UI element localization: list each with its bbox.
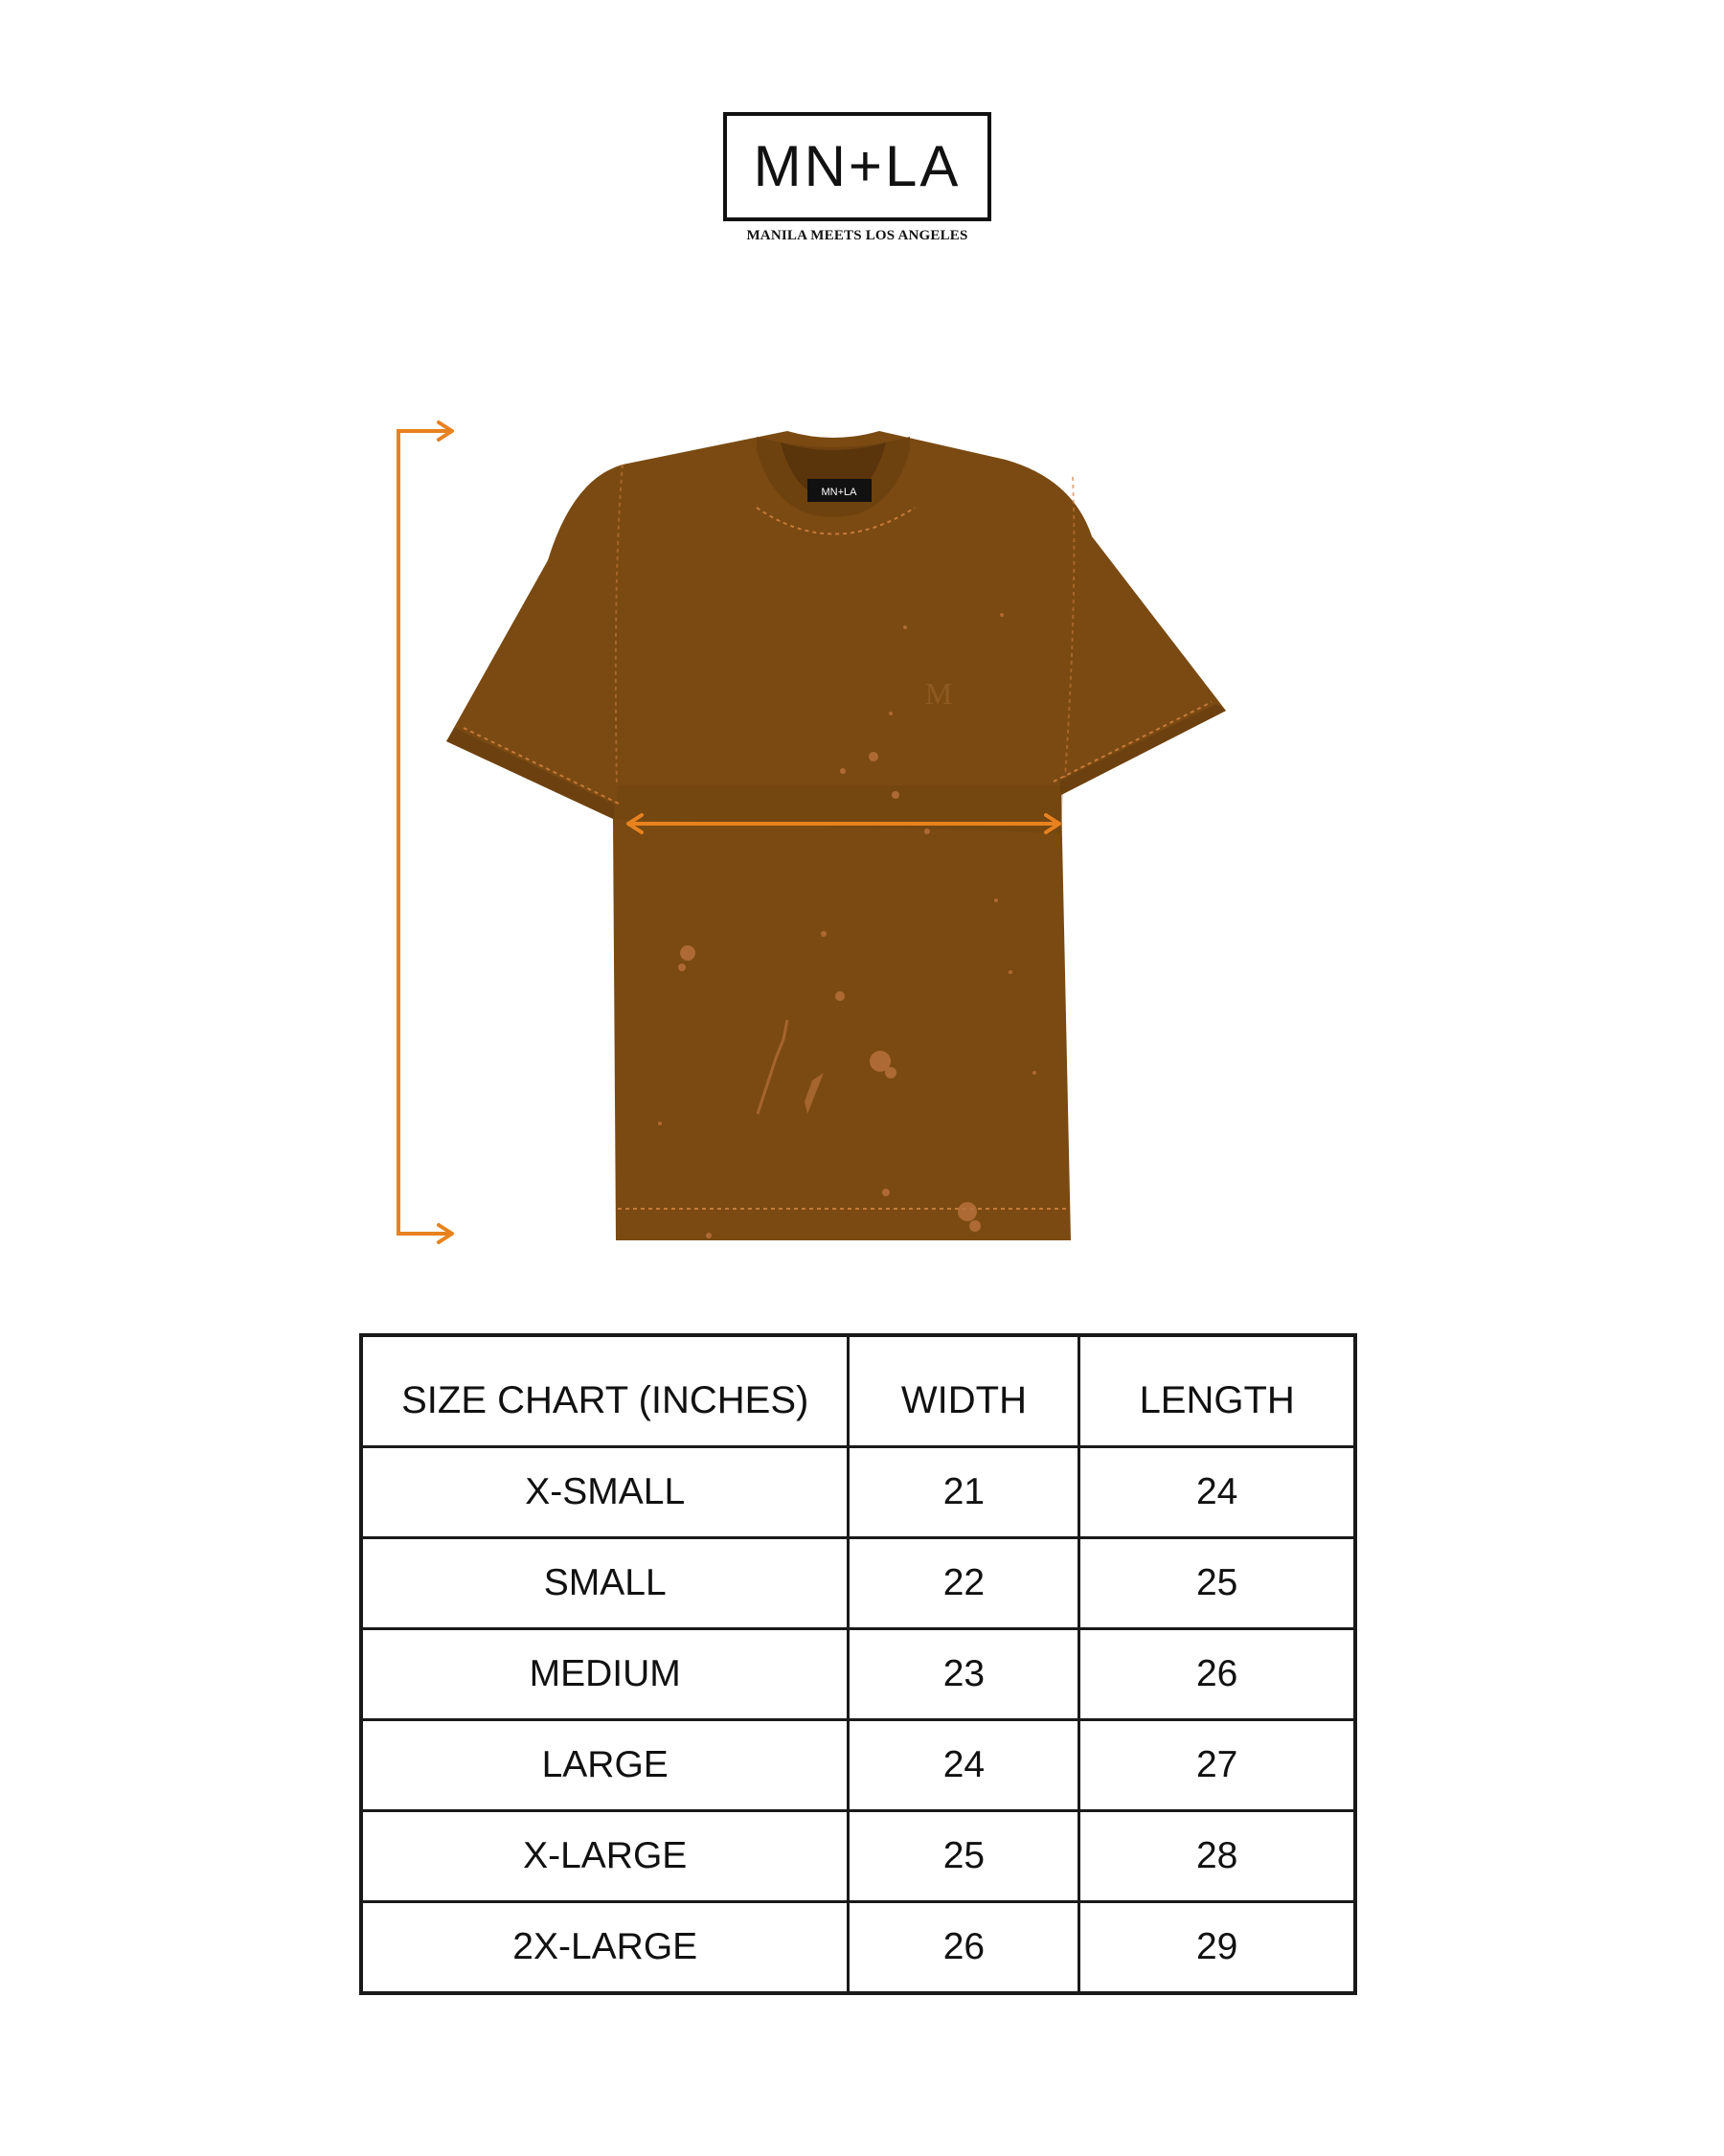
tshirt-body [446, 431, 1226, 1240]
chest-monogram: M [924, 676, 953, 711]
size-cell: X-LARGE [361, 1810, 849, 1901]
width-cell: 22 [849, 1537, 1079, 1628]
width-cell: 24 [849, 1719, 1079, 1810]
header-length: LENGTH [1079, 1335, 1355, 1446]
length-cell: 29 [1079, 1901, 1355, 1993]
table-header-row [361, 1335, 1355, 1446]
size-cell: LARGE [361, 1719, 849, 1810]
length-cell: 26 [1079, 1628, 1355, 1719]
logo-text: MN+LA [753, 134, 962, 198]
table-row [361, 1628, 1355, 1719]
table-row [361, 1901, 1355, 1993]
header-size-chart: SIZE CHART (INCHES) [361, 1335, 849, 1446]
length-measure-arrow [398, 422, 452, 1242]
width-cell: 25 [849, 1810, 1079, 1901]
length-cell: 27 [1079, 1719, 1355, 1810]
table-row [361, 1719, 1355, 1810]
brand-tagline: MANILA MEETS LOS ANGELES [746, 228, 968, 243]
table-row [361, 1537, 1355, 1628]
length-cell: 25 [1079, 1537, 1355, 1628]
table-row [361, 1810, 1355, 1901]
size-cell: MEDIUM [361, 1628, 849, 1719]
length-cell: 28 [1079, 1810, 1355, 1901]
width-cell: 21 [849, 1446, 1079, 1537]
width-cell: 23 [849, 1628, 1079, 1719]
size-cell: SMALL [361, 1537, 849, 1628]
neck-label-text: MN+LA [821, 487, 857, 498]
size-cell: 2X-LARGE [361, 1901, 849, 1993]
header-width: WIDTH [849, 1335, 1079, 1446]
size-chart-table [359, 1333, 1357, 1995]
size-cell: X-SMALL [361, 1446, 849, 1537]
width-cell: 26 [849, 1901, 1079, 1993]
table-row [361, 1446, 1355, 1537]
length-cell: 24 [1079, 1446, 1355, 1537]
